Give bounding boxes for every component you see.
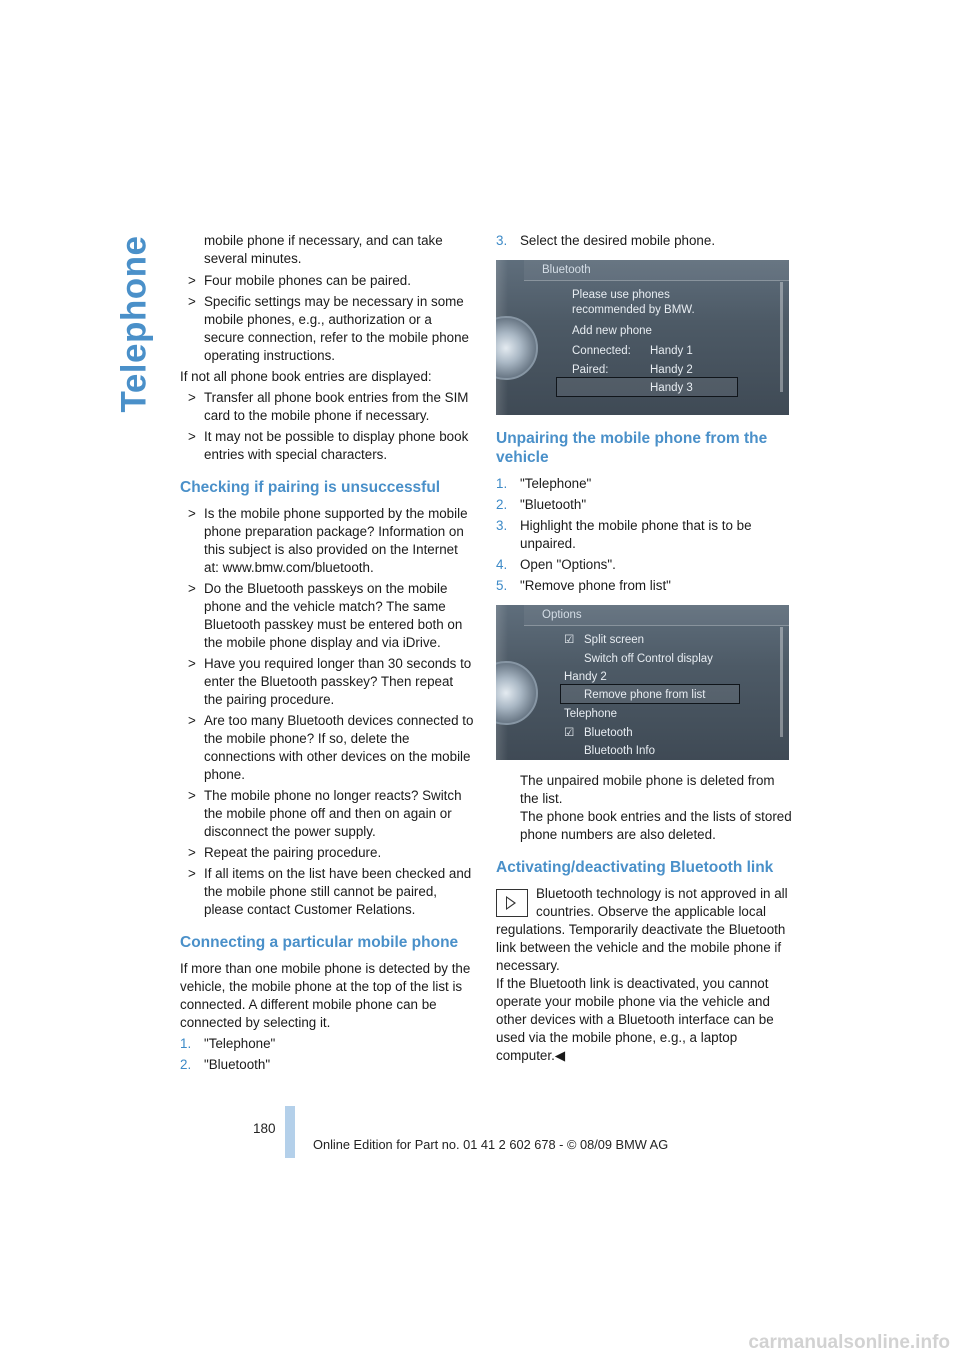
bullet-item: > Have you required longer than 30 seconds to enter the Bluetooth passkey? Then repeat the pairing procedure. [188, 656, 472, 707]
note-text: Bluetooth technology is not approved in all countries. Observe the applicable local regulations. Temporarily deactivate the Bluetooth link between the vehicle and the mobile phone if necessary. [496, 886, 788, 973]
heading-check: Checking if pairing is unsuccessful [180, 479, 441, 496]
intro-continuation: mobile phone if necessary, and can take several minutes. [204, 233, 443, 266]
edition-footer: Online Edition for Part no. 01 41 2 602 678 - © 08/09 BMW AG [313, 1137, 669, 1152]
step-item: 5. "Remove phone from list" [496, 578, 671, 593]
bullet-item: > The mobile phone no longer reacts? Switch the mobile phone off and then on again or disconnect the power supply. [188, 788, 462, 839]
page-number: 180 [253, 1121, 276, 1136]
step-item: 1. "Telephone" [496, 476, 592, 491]
connect-text: If more than one mobile phone is detected by the vehicle, the mobile phone at the top of the list is connected. A different mobile phone can be connected by selecting it. [180, 961, 471, 1030]
right-column [496, 232, 792, 1065]
controller-knob-icon [496, 661, 538, 725]
heading-activate: Activating/deactivating Bluetooth link [496, 859, 774, 876]
bullet-item: > Are too many Bluetooth devices connected to the mobile phone? If so, delete the connections with other devices on the mobile phone. [188, 713, 474, 782]
checkbox-icon: ☑ [564, 727, 575, 739]
screen-header: Bluetooth [524, 260, 789, 281]
step-item: 3. Select the desired mobile phone. [496, 233, 716, 248]
note-arrow-icon [496, 889, 528, 917]
bullet-item: > It may not be possible to display phone book entries with special characters. [188, 429, 469, 462]
unpair-result-2: The phone book entries and the lists of stored phone numbers are also deleted. [520, 809, 792, 842]
bullet-item: > Specific settings may be necessary in some mobile phones, e.g., authorization or a secure connection, refer to the mobile phone operating instructions. [188, 294, 470, 363]
step-item: 1. "Telephone" [180, 1036, 276, 1051]
note-block [496, 885, 792, 1065]
bullet-item: > Do the Bluetooth passkeys on the mobile phone and the vehicle match? The same Bluetooth passkey must be entered both on the mobile phone display and via iDrive. [188, 581, 463, 650]
section-title: Telephone [114, 235, 154, 413]
bullet-item: > If all items on the list have been checked and the mobile phone still cannot be paired, please contact Customer Relations. [188, 866, 472, 917]
bullet-item: > Transfer all phone book entries from the SIM card to the mobile phone if necessary. [188, 390, 469, 423]
screen-header: Options [524, 605, 789, 626]
bullet-item: > Is the mobile phone supported by the mobile phone preparation package? Information on this subject is also provided on the Internet at: www.bmw.com/bluetooth. [188, 506, 468, 575]
heading-unpair: Unpairing the mobile phone from the vehicle [496, 430, 768, 466]
bullet-item: > Repeat the pairing procedure. [188, 845, 382, 860]
step-item: 2. "Bluetooth" [496, 497, 587, 512]
step-item: 3. Highlight the mobile phone that is to be unpaired. [496, 518, 752, 551]
step-item: 4. Open "Options". [496, 557, 616, 572]
selection-frame [556, 377, 738, 397]
note-text-2: If the Bluetooth link is deactivated, you cannot operate your mobile phone via the vehicle and other devices with a Bluetooth interface can be used via the mobile phone, e.g., a laptop computer.◀ [496, 976, 774, 1063]
bullet-item: > Four mobile phones can be paired. [188, 273, 411, 288]
phonebook-intro: If not all phone book entries are displayed: [180, 369, 432, 384]
left-column [180, 232, 475, 1077]
checkbox-icon: ☑ [564, 634, 575, 646]
unpair-result: The unpaired mobile phone is deleted from the list. [520, 773, 775, 806]
options-screen-image: Options ☑ Split screen Switch off Control display Handy 2 Remove phone from list Telephone ☑ Bluetooth Bluetooth Info [496, 605, 789, 760]
bluetooth-screen-image: Bluetooth Please use phones recommended by BMW. Add new phone Connected: Handy 1 Paired: Handy 2 Handy 3 [496, 260, 789, 415]
watermark: carmanualsonline.info [748, 1332, 950, 1353]
heading-connect: Connecting a particular mobile phone [180, 934, 459, 951]
controller-knob-icon [496, 316, 538, 380]
step-item: 2. "Bluetooth" [180, 1057, 271, 1072]
footer-bar [285, 1106, 295, 1158]
